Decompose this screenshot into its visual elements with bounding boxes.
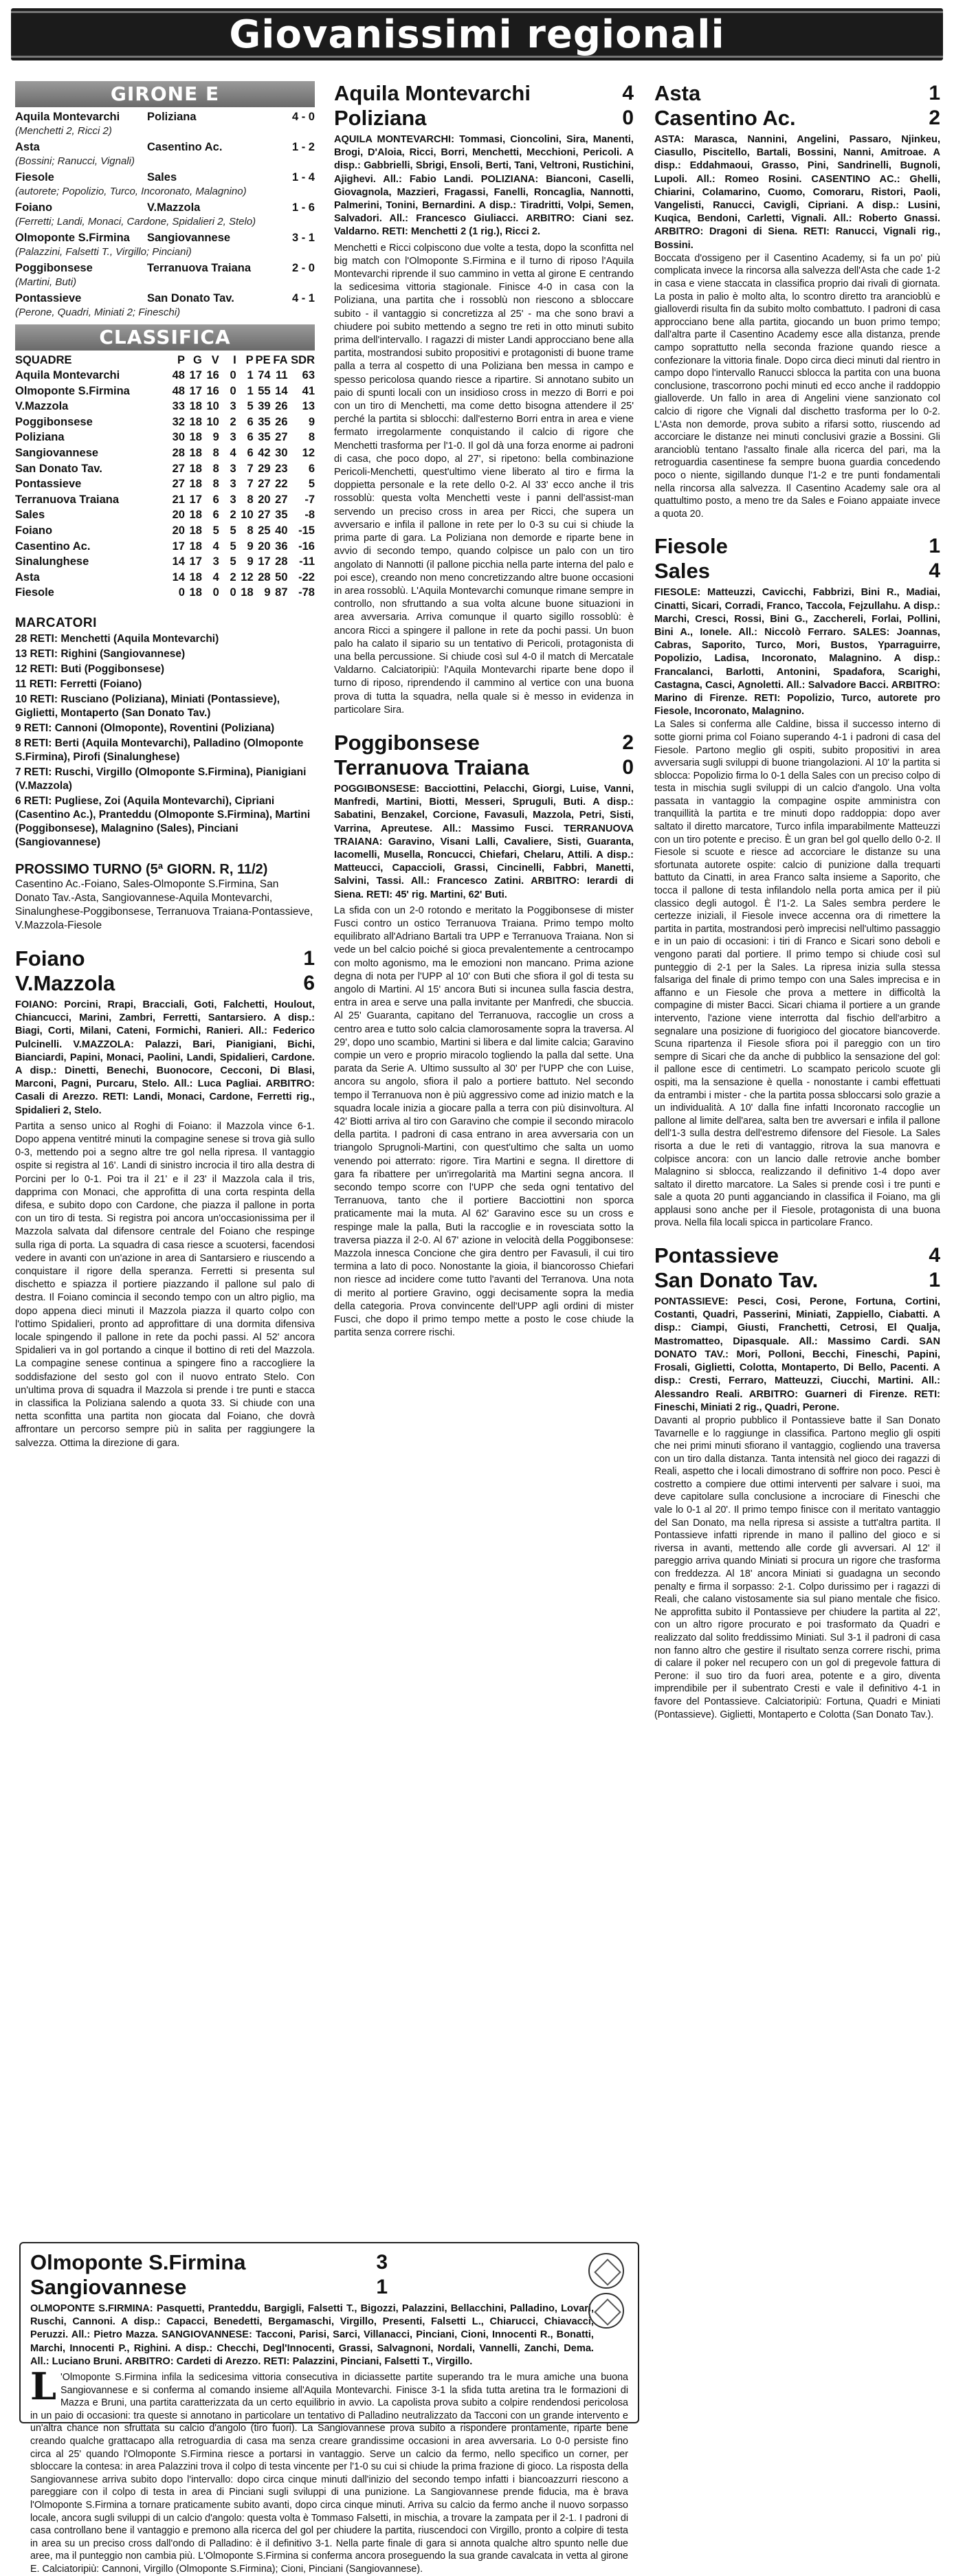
stat-cell: 18 <box>189 415 202 428</box>
home-goals: 2 <box>622 731 634 754</box>
result-row <box>15 170 315 185</box>
stat-cell: 14 <box>275 384 288 397</box>
scorers-title: MARCATORI <box>15 615 97 630</box>
list-item: 11 RETI: Ferretti (Foiano) <box>15 678 142 690</box>
stat-cell: 8 <box>212 446 219 459</box>
stat-cell: 10 <box>206 400 219 413</box>
stat-cell: 6 <box>212 509 219 522</box>
stat-cell: 6 <box>247 415 254 428</box>
stat-cell: 21 <box>172 493 185 506</box>
match-lineups: FIESOLE: Matteuzzi, Cavicchi, Fabbrizi, Bini R., Madiai, Cinatti, Sicari, Corradi, Franco, Taccola, Fejzullahu. A disp.: Marchi, Cresci, Rossi, Bini G., Zacchereli, Forlai, Pollini, Bini A., Ionele. All.: Niccolò Ferraro. SALES: Joannas, Cabras, Saporito, Turco, Mori, Bustos, Yparraguirre, Popolizio, Ladisa, Incoronato, Malagnino. A disp.: Francalanci, Barlotti, Antonini, Spadafora, Scarighi, Castagna, Casci, Agnoletti. All.: Salvadore Bacci. ARBITRO: Marino di Firenze. RETI: Popolizio, Turco, autorete pro Fiesole, Incoronato, Malagnino. <box>654 587 940 718</box>
stat-cell: 8 <box>247 493 254 506</box>
results-list <box>15 110 315 319</box>
home-team: Asta <box>654 81 701 105</box>
match-pontassieve <box>654 1243 940 1721</box>
standings-col-header: SDR <box>291 354 315 366</box>
stat-cell: 0 <box>230 586 236 599</box>
stat-cell: 17 <box>189 493 202 506</box>
stat-cell: 12 <box>302 446 315 459</box>
stat-cell: 18 <box>189 524 202 537</box>
standings-header <box>15 353 315 368</box>
stat-cell: -78 <box>298 586 315 599</box>
stat-cell: 28 <box>258 570 271 584</box>
stat-cell: 7 <box>247 478 254 491</box>
home-team: Fiesole <box>654 534 728 559</box>
away-goals: 0 <box>622 755 634 779</box>
away-team: Poliziana <box>334 106 427 130</box>
result-scorers: (Palazzini, Falsetti T., Virgillo; Pinciani) <box>15 246 192 258</box>
stat-cell: 5 <box>212 524 219 537</box>
standings-col-header: G <box>193 354 202 366</box>
match-report <box>30 2364 628 2576</box>
stat-cell: 74 <box>258 369 271 381</box>
result-row <box>15 231 315 245</box>
stat-cell: 17 <box>258 555 271 568</box>
standings-col-header: FA <box>273 354 288 366</box>
home-team: Poggibonsese <box>334 730 480 755</box>
stat-cell: 27 <box>172 478 185 491</box>
stat-cell: 42 <box>258 446 271 459</box>
away-goals: 1 <box>376 2276 388 2298</box>
match-lineups: PONTASSIEVE: Pesci, Cosi, Perone, Fortuna, Cortini, Costanti, Quadri, Passerini, Miniati, Zappiello, Ciabatti. A disp.: Ciampi, Giusti, Franchetti, Cetrosi, El Qualja, Mastromatteo, Dipasquale. All.: Massimo Cardi. SAN DONATO TAV.: Mori, Polloni, Becchi, Fineschi, Papini, Frosali, Giglietti, Colotta, Montaperto, Di Bello, Pacenti. A disp.: Cresti, Ferraro, Matteuzzi, Ciucchi, Martini. All.: Alessandro Reali. ARBITRO: Guarneri di Firenze. RETI: Fineschi, Miniati 2 rig., Quadri, Perone. <box>654 1296 940 1413</box>
stat-cell: 13 <box>302 400 315 413</box>
table-row <box>15 368 315 384</box>
team-name: Asta <box>15 570 40 584</box>
stat-cell: 27 <box>275 493 288 506</box>
away-goals: 0 <box>622 107 634 129</box>
stat-cell: 25 <box>258 524 271 537</box>
stat-cell: 20 <box>258 493 271 506</box>
result-away: San Donato Tav. <box>147 292 234 304</box>
stat-cell: 6 <box>247 446 254 459</box>
match-foiano <box>15 946 315 1450</box>
stat-cell: 6 <box>247 431 254 444</box>
team-name: V.Mazzola <box>15 400 69 413</box>
standings-col-header: P <box>177 354 185 366</box>
result-home: Foiano <box>15 201 53 214</box>
list-item: 28 RETI: Menchetti (Aquila Montevarchi) <box>15 632 219 645</box>
result-row <box>15 291 315 306</box>
table-row <box>15 430 315 445</box>
stat-cell: 50 <box>275 570 288 584</box>
result-row <box>15 261 315 276</box>
match-fiesole <box>654 534 940 1230</box>
stat-cell: -8 <box>304 509 315 522</box>
list-item: 9 RETI: Cannoni (Olmoponte), Roventini (Poliziana) <box>15 722 275 734</box>
standings-col-header: P <box>245 354 254 366</box>
table-row <box>15 570 315 586</box>
stat-cell: 4 <box>230 446 236 459</box>
home-team: Aquila Montevarchi <box>334 81 531 105</box>
girone-title: GIRONE E <box>15 81 315 107</box>
stat-cell: 39 <box>258 400 271 413</box>
stat-cell: 14 <box>172 555 185 568</box>
table-row <box>15 523 315 539</box>
team-name: Terranuova Traiana <box>15 493 120 506</box>
result-score: 4 - 1 <box>291 292 315 304</box>
stat-cell: -7 <box>304 493 315 506</box>
next-round-title: PROSSIMO TURNO (5ª GIORN. R, 11/2) <box>15 861 268 877</box>
list-item: 10 RETI: Rusciano (Poliziana), Miniati (Pontassieve), Giglietti, Montaperto (San Donato Tav.) <box>15 693 280 719</box>
home-team: Pontassieve <box>654 1243 779 1268</box>
match-report: Partita a senso unico al Roghi di Foiano: il Mazzola vince 6-1. Dopo appena ventitré minuti la compagine senese si trova già sullo 0-3, mettendo poi a segno altre tre gol nella ripresa. Il vantaggio ospite si registra al 16'. Landi di sinistro incrocia il tiro alla destra di Porcini per lo 0-1. Poi tra il 21' e il 23' il Mazzola cala il tris, dapprima con Monaci, che approfitta di una corta respinta della difesa, e subito dopo con Cardone, che piazza il pallone in porta con un tiro di testa. Si registra poi ancora un'occasionissima per il Mazzola salvata dal difensore centrale del Foiano che respinge sulla riga di porta. La squadra di casa riesce a scuotersi, facendosi vedere in avanti con un'azione in area di Santarsiero e riuscendo a conquistare il rigore della speranza. Ferretti si presenta sul dischetto e spiazza il portiere piazzando il pallone sul palo di destra. Il Foiano comincia il secondo tempo con un altro piglio, ma dopo appena dieci minuti il Mazzola piazza il quarto colpo con l'ottimo Spidalieri, pronto ad approfittare di una dormita difensiva locale spingendo il pallone in rete da pochi passi. Al 52' ancora Spidalieri va in gol portando a cinque il bottino di reti del Mazzola. La compagine senese continua a spingere fino a raccogliere la soddisfazione del sesto gol con il nuovo entrato Stelo. Con un'ultima prova di squadra il Mazzola si prende i tre punti e stacca in classifica la Poliziana salendo a quota 33. Si chiude con una netta sconfitta una partita non giocata dal Foiano, che dovrà affrontare un percorso sempre più in salita per raggiungere la salvezza. Ottima la direzione di gara. <box>15 1120 315 1449</box>
stat-cell: 18 <box>189 586 202 599</box>
result-away: Sales <box>147 171 177 184</box>
away-team: Sales <box>654 559 711 584</box>
stat-cell: 18 <box>189 462 202 475</box>
match-report: La Sales si conferma alle Caldine, bissa il successo interno di sotte giorni prima col Foiano superando 4-1 i padroni di casa del Fiesole. Partono meglio gli ospiti, subito propositivi in area avversaria sugli sviluppi di buone triangolazioni. Al 10' la partita si sblocca: Popolizio firma lo 0-1 della Sales con un preciso colpo di testa in mischia sugli sviluppi di un calcio d'angolo. Una volta passata in vantaggio la compagine ospite amministra con tranquillità la partita e tre minuti dopo raddoppia: dopo aver saltato il diretto marcatore, Turco infila imparabilmente Matteuzzi con un tiro potente e preciso. È un gran bel gol quello dello 0-2. Il Fiesole si scuote e riesce ad accorciare le distanze su una sfortunata autorete ospite: calcio di punizione dalla trequarti battuto da Cinatti, in area Franco salta insieme a Saporito, che tocca il pallone di testa infilandolo nella porta amica per il più classico degli autogol. È l'1-2. La Sales sembra perdere le certezze iniziali, il Fiesole invece accenna ora di rimettere la partita in partita, mostrandosi però imprecisi nell'ultimo passaggio e in un paio di occasioni: i tiri di Franco e Sicari sono deboli e vengono parati dal portiere. Il primo tempo si chiude così sul punteggio di 2-1 per la Sales. La ripresa inizia sulla stessa falsariga del finale di primo tempo con una Sales imprecisa e in affanno e un Fiesole che prova a mettere in difficoltà la compagine di mister Bacci. Sicari chiama il portiere a un grande intervento, l'azione viene interrotta dal fischio dell'arbitro a segnalare una posizione di fuorigioco del giocatore biancoverde. Scuna ripartenza il Fiesole sfiora poi il pareggio con un tiro sempre di Sicari che da anche di pubblico la sensazione del gol: il pallone esce di centimetri. Lo scampato pericolo scuote gli ospiti, ma la sensazione è quella - nonostante i cambi effettuati da entrambi i mister - che la partita possa sbloccarsi solo grazie a un individualità. A 10' dalla fine infatti Incoronato raccoglie un pallone al limite dell'area, salta ben tre avversari e infila il pallone dell'1-3 sulla destra dell'estremo difensore del Fiesole. La Sales risorta a due le reti di vantaggio, ritrova la sua manovra e colpisce ancora: con un lancio dalle retrovie anche bomber Malagnino si sblocca, realizzando il definitivo 1-4 dopo aver saltato il diretto marcatore. La Sales si prende così i tre punti e sale a quota 20 punti agganciando in classifica il Foiano, ma gli applausi sono anche per il Fiesole, protagonista di una buona prova. Nella fila locali spicca in particolare Franco. <box>654 719 940 1229</box>
result-home: Fiesole <box>15 171 54 184</box>
club-crest-icon <box>588 2293 624 2329</box>
match-report: Menchetti e Ricci colpiscono due volte a testa, dopo la sconfitta nel big match con l'Olmoponte S.Firmina e il turno di riposo l'Aquila Montevarchi riprende il suo cammino in vetta al girone E centrando la sedicesima vittoria stagionale. Finisce 4-0 in casa con la Poliziana, una partita che i rossoblù non riescono a sbloccare subito - il vantaggio si concretizza al 25' - ma che sono bravi a chiudere poi subito mettendo a segno tre reti in otto minuti subito prima dell'intervallo. I ragazzi di mister Landi approcciano bene alla partita, mostrandosi subito propositivi e protagonisti di buone trame palla a terra al cospetto di una Poliziana ben messa in campo e spesso pericolosa quando riesce a ripartire. Si annotano subito un paio di spunti locali con un insidioso cross in mezzo di Borri e poi con un tiro di Menchetti, ma come detto bisogna attendere il 25' perché la partita si sblocchi: dall'esterno Borri entra in area e viene fermato irregolarmente conquistando il calcio di rigore che Menchetti trasforma per l'1-0. Il gol dà una forza enorme ai padroni di casa, che poco dopo, al 27', si ripetono: bella combinazione Pericoli-Menchetti, quest'ultimo viene liberato al tiro e firma la doppietta personale e la rete dello 0-2. Al 33' ecco anche il tris rossoblù: questa volta Menchetti veste i panni dell'assist-man servendo un preciso cross in area per Ricci, che supera un avversario e infila il pallone in rete per lo 0-3 su cui si chiude la prima parte di gara. La Poliziana non demorde e riparte bene in avvio di secondo tempo, quando colpisce un palo con un tiro angolato di Nannotti (il pallone picchia nella parte interna del palo e poi esce), creando non meno concretizzando altre buone occasioni in area rossoblù. L'Aquila Montevarchi comunque rimane sempre in controllo, non sfruttando a sua volta alcune buone situazioni in area avversaria. Arriva comunque il quarto sigillo rossoblù: è ancora Ricci a spingere il pallone in rete da pochi passi. Un buon palo ha calato il sipario su un tentativo di Pericoli, protagonista di una bella percussione. Si chiude così sul 4-0 il match di Mercatale Valdarno. Calciatoripiù: l'Aquila Montevarchi riparte bene dopo il turno di riposo, riprendendo il cammino al vertice con una buona prova di tutta la squadra, nella quale si è messo in evidenza in particolare Sira. <box>334 242 634 715</box>
stat-cell: 29 <box>258 462 271 475</box>
list-item: 13 RETI: Righini (Sangiovannese) <box>15 647 186 660</box>
stat-cell: 23 <box>275 462 288 475</box>
stat-cell: 26 <box>275 415 288 428</box>
stat-cell: 18 <box>189 570 202 584</box>
result-scorers: (Martini, Buti) <box>15 276 77 288</box>
match-lineups: AQUILA MONTEVARCHI: Tommasi, Cioncolini, Sira, Manenti, Brogi, D'Aloia, Ricci, Borri, Menchetti, Mecchioni, Pericoli. A disp.: Gabbrielli, Sbrigi, Ensoli, Berti, Tani, Veltroni, Rustichini, Ajighevi. All.: Fabio Landi. POLIZIANA: Bianconi, Caselli, Giovagnola, Mazzieri, Fragassi, Fanelli, Roncaglia, Nannotti, Palmerini, Tonini, Bernardini. A disp.: Tiradritti, Volpi, Semen, Salvadori. All.: Francesco Giuliacci. ARBITRO: Ciani sez. Valdarno. RETI: Menchetti 2 (1 rig.), Ricci 2. <box>334 134 634 238</box>
away-goals: 6 <box>303 971 315 995</box>
stat-cell: 41 <box>302 384 315 397</box>
result-away: Terranuova Traiana <box>147 262 252 274</box>
stat-cell: 20 <box>172 509 185 522</box>
standings-col-header: PE <box>255 354 271 366</box>
home-team: Olmoponte S.Firmina <box>30 2250 246 2274</box>
stat-cell: 35 <box>258 431 271 444</box>
match-lineups: ASTA: Marasca, Nannini, Angelini, Passaro, Njinkeu, Ciasullo, Piscitello, Bartali, Bossini, Nanni, Amitroae. A disp.: Eddahmaoui, Grasso, Pini, Sandrinelli, Bugnoli, Lupoli. All.: Romeo Rosini. CASENTINO AC.: Ghelli, Chiarini, Colamarino, Cuomo, Comoraru, Ristori, Paoli, Vangelisti, Ranucci, Cavigli, Cipriani. A disp.: Lusini, Kuqica, Bendoni, Carletti, Vignali. All.: Roberto Gnassi. ARBITRO: Dragoni di Siena. RETI: Ranucci, Vignali rig., Bossini. <box>654 134 940 251</box>
away-team: Terranuova Traiana <box>334 755 529 779</box>
stat-cell: 63 <box>302 369 315 381</box>
stat-cell: 32 <box>172 415 185 428</box>
left-column <box>15 81 315 2239</box>
stat-cell: 27 <box>275 431 288 444</box>
table-row <box>15 554 315 570</box>
result-home: Asta <box>15 141 40 153</box>
result-away: V.Mazzola <box>147 201 201 214</box>
drop-cap: L <box>30 2364 56 2409</box>
stat-cell: 0 <box>212 586 219 599</box>
stat-cell: 27 <box>258 478 271 491</box>
match-asta <box>654 81 940 520</box>
stat-cell: 48 <box>172 384 185 397</box>
middle-column <box>334 81 634 2246</box>
stat-cell: 18 <box>189 478 202 491</box>
home-goals: 3 <box>376 2251 388 2274</box>
result-score: 1 - 2 <box>291 141 315 153</box>
stat-cell: 35 <box>258 415 271 428</box>
team-name: Fiesole <box>15 586 54 599</box>
result-home: Aquila Montevarchi <box>15 111 120 123</box>
stat-cell: 8 <box>247 524 254 537</box>
standings-col-header: SQUADRE <box>15 354 72 366</box>
result-away: Sangiovannese <box>147 232 231 244</box>
result-scorers: (autorete; Popolizio, Turco, Incoronato, Malagnino) <box>15 186 247 197</box>
scorers-list <box>15 632 315 850</box>
list-item: 8 RETI: Berti (Aquila Montevarchi), Palladino (Olmoponte S.Firmina), Pirofi (Sinalunghese) <box>15 737 304 763</box>
stat-cell: 5 <box>308 478 315 491</box>
away-team: V.Mazzola <box>15 970 115 995</box>
stat-cell: 9 <box>247 555 254 568</box>
team-name: Poliziana <box>15 431 65 444</box>
table-row <box>15 585 315 601</box>
home-goals: 4 <box>622 82 634 104</box>
stat-cell: 3 <box>230 462 236 475</box>
list-item: 7 RETI: Ruschi, Virgillo (Olmoponte S.Firmina), Pianigiani (V.Mazzola) <box>15 766 307 792</box>
stat-cell: 17 <box>189 369 202 381</box>
table-row <box>15 507 315 523</box>
team-name: Casentino Ac. <box>15 540 91 553</box>
table-row <box>15 492 315 508</box>
result-score: 1 - 6 <box>291 201 315 214</box>
home-team: Foiano <box>15 946 85 970</box>
match-olmoponte <box>19 2242 639 2575</box>
match-report: Davanti al proprio pubblico il Pontassieve batte il San Donato Tavarnelle e lo raggiunge in classifica. Partono meglio gli ospiti che nei primi minuti sfiorano il vantaggio, cogliendo una traversa con un tiro dalla distanza. Tanta intensità nel gioco dei ragazzi di Reali, aspetto che i locali dimostrano di soffrire non poco. Pesci è costretto a compiere due ottimi interventi per salvare i suoi, ma deve capitolare sulla conclusione a incrociare di Fineschi che vale lo 0-1 al 20'. Il primo tempo finisce con il meritato vantaggio del San Donato, ma nella ripresa si assiste a tutt'altra partita. Il Pontassieve infatti riprende in mano il pallino del gioco e si riversa in avanti, mettendo alle corde gli avversari. Al 12' il pareggio arriva quando Miniati si procura un rigore che trasforma con freddezza. Al 18' ancora Miniati si guadagna un secondo penalty e firma il sorpasso: 2-1. Colpo durissimo per i ragazzi di Reali, che calano vistosamente sia sul piano mentale che fisico. Ne approfitta subito il Pontassieve per chiudere la partita al 22', con un altro rigore procurato e poi trasformato da Quadri e realizzato dal solito freddissimo Miniati. Sul 3-1 il padroni di casa non fanno altro che gestire il risultato senza correre rischi, prima di calare il poker nel recupero con un gol di pregevole fattura di Perone: il suo tiro da fuori area, potente e a giro, diventa imprendibile per il subentrato Cresti e vale il definitivo 4-1 in favore del Pontassieve. Calciatoripiù: Fortuna, Quadri e Miniati (Pontassieve). Giglietti, Montaperto e Colotta (San Donato Tav.). <box>654 1414 940 1720</box>
team-name: Sales <box>15 509 45 522</box>
match-report: Boccata d'ossigeno per il Casentino Academy, si fa un po' più complicata invece la rincorsa alla salvezza dell'Asta che cade 1-2 in casa e viene staccata in classifica proprio dai rivali di giornata. La posta in palio è molto alta, lo scontro diretto tra arancioblù e gialloverdi risulta fin da subito molto combattuto. I padroni di casa approcciano bene alla partita, giocando un buon primo tempo; dall'altra parte il Casentino Academy esce alla distanza, prende campo soprattutto nella seconda frazione quando riesce a confezionare la vittoria finale. Dopo circa dieci minuti dal rientro in campo dopo l'intervallo Ranucci sblocca la partita con una buona conclusione, trascorrono pochi minuti ed ecco anche il raddoppio gialloverde. Un fallo in area di Angelini viene sanzionato col calcio di rigore che Vignali dal dischetto trasforma per lo 0-2. L'Asta non demorde, prova subito a rifarsi sotto, riuscendo ad accorciare le distanze nei minuti conclusivi grazie a Bossini. Gli arancioblù tentano l'assalto finale alla ricerca del pari, ma la retroguardia casentinese fa sempre buona guardia concedendo poco o niente, sigillando dunque l'1-2 e tre punti fondamentali nella rincorsa alla salvezza. Il Casentino Academy sale ora al quattultimo posto, a meno tre da Sales e Foiano appaiate invece a quota 20. <box>654 252 940 520</box>
right-column <box>654 81 940 2418</box>
match-poggibonsese <box>334 731 634 1340</box>
club-crest-icon <box>588 2253 624 2289</box>
stat-cell: 7 <box>247 462 254 475</box>
list-item: 12 RETI: Buti (Poggibonsese) <box>15 663 165 675</box>
home-goals: 1 <box>303 946 315 970</box>
stat-cell: 9 <box>247 540 254 553</box>
match-lineups: FOIANO: Porcini, Rrapi, Bracciali, Goti, Falchetti, Houlout, Chiancucci, Marini, Zambri, Ferretti, Santarsiero. A disp.: Biagi, Corti, Milani, Cateni, Formichi, Ranieri. All.: Federico Pulcinelli. V.MAZZOLA: Palazzi, Bari, Pianigiani, Bichi, Bianciardi, Papini, Monaci, Paolini, Landi, Spidalieri, Cardone. A disp.: Dinetti, Benechi, Buonocore, Cecconi, Di Blasi, Marconi, Pagni, Purcaru, Stelo. All.: Luca Pagliai. ARBITRO: Casali di Arezzo. RETI: Landi, Monaci, Cardone, Ferretti rig., Spidalieri 2, Stelo. <box>15 999 315 1116</box>
stat-cell: 5 <box>230 555 236 568</box>
result-score: 2 - 0 <box>291 262 315 274</box>
stat-cell: 27 <box>258 509 271 522</box>
stat-cell: 0 <box>178 586 185 599</box>
result-scorers: (Perone, Quadri, Miniati 2; Fineschi) <box>15 307 181 318</box>
stat-cell: 2 <box>230 509 236 522</box>
table-row <box>15 539 315 555</box>
stat-cell: 18 <box>189 431 202 444</box>
stat-cell: 5 <box>247 400 254 413</box>
team-name: San Donato Tav. <box>15 462 102 475</box>
stat-cell: 87 <box>275 586 288 599</box>
stat-cell: 10 <box>241 509 254 522</box>
team-name: Olmoponte S.Firmina <box>15 384 130 397</box>
next-round-text: Casentino Ac.-Foiano, Sales-Olmoponte S.Firmina, San Donato Tav.-Asta, Sangiovannese-Aquila Montevarchi, Sinalunghese-Poggibonsese, Terranuova Traiana-Pontassieve, V.Mazzola-Fiesole <box>15 878 313 931</box>
result-row <box>15 201 315 215</box>
stat-cell: 5 <box>230 524 236 537</box>
result-scorers: (Bossini; Ranucci, Vignali) <box>15 155 135 167</box>
stat-cell: 6 <box>212 493 219 506</box>
classifica-title: CLASSIFICA <box>15 324 315 351</box>
stat-cell: 8 <box>212 478 219 491</box>
match-report-text: 'Olmoponte S.Firmina infila la sedicesima vittoria consecutiva in diciassette partite superando tra le mura amiche una buona Sangiovannese e si conferma al comando insieme all'Aquila Montevarchi. Finisce 3-1 la sfida tutta aretina tra le formazioni di Mazza e Bruni, una partita caratterizzata da un certo equilibrio in avvio. La capolista prova subito a colpire rendendosi pericolosa in un paio di occasioni: tra queste si annotano in particolare un tentativo di Palladino neutralizzato da Tacconi con un grande intervento e un'altra chance non sfruttata su calcio d'angolo (tiro fuori). La Sangiovannese prova subito a rispondere prontamente, riparte bene creando qualche grattacapo alla retroguardia di casa ma senza creare grandissime occasioni in area avversaria. Lo 0-0 persiste fino circa al 25' quando l'Olmoponte S.Firmina riesce a portarsi in vantaggio. Serve un calcio da fermo, nello specifico un corner, per sbloccare la contesa: in area Palazzini trova il colpo di testa vincente per l'1-0 su cui si chiude la prima frazione di gioco. La risposta della Sangiovannese arriva subito dopo l'intervallo: dopo circa cinque minuti dall'inizio del secondo tempo infatti i biancoazzurri riescono a pareggiare con il colpo di testa in area di Pinciani sugli sviluppi di una punizione. La Sangiovannese prende fiducia, ma è brava l'Olmoponte S.Firmina a tornare praticamente subito avanti, dopo circa cinque minuti. Arriva su calcio da fermo anche il nuovo sorpasso locale, ancora sugli sviluppi di un calcio d'angolo: questa volta è Tommaso Falsetti, in mischia, a trovare la zampata per il 2-1. I padroni di casa controllano bene il vantaggio e premono alla ricerca del gol per chiudere la partita, riuscendoci con Virgillo, pronto a colpire di testa in area su un preciso cross dall'ondo di Palladino: è il definitivo 3-1. Nella parte finale di gara si annota qualche altro spunto nelle due aree, ma il punteggio non cambia più. L'Olmoponte S.Firmina si conferma ancora proseguendo la sua grande cavalcata in vetta al girone E. Calciatoripiù: Cannoni, Virgillo (Olmoponte S.Firmina); Cioni, Pinciani (Sangiovannese). <box>30 2372 628 2575</box>
result-score: 4 - 0 <box>291 111 315 123</box>
table-row <box>15 476 315 492</box>
stat-cell: 17 <box>172 540 185 553</box>
stat-cell: 9 <box>308 415 315 428</box>
stat-cell: 22 <box>275 478 288 491</box>
stat-cell: 18 <box>189 540 202 553</box>
stat-cell: 30 <box>275 446 288 459</box>
result-row <box>15 140 315 155</box>
stat-cell: 8 <box>308 431 315 444</box>
away-team: San Donato Tav. <box>654 1268 819 1293</box>
team-name: Aquila Montevarchi <box>15 369 120 381</box>
stat-cell: 9 <box>264 586 271 599</box>
stat-cell: 10 <box>206 415 219 428</box>
result-scorers: (Ferretti; Landi, Monaci, Cardone, Spidalieri 2, Stelo) <box>15 216 256 227</box>
away-goals: 2 <box>929 107 940 129</box>
stat-cell: 3 <box>230 431 236 444</box>
stat-cell: 48 <box>172 369 185 381</box>
page-title: Giovanissimi regionali <box>229 12 725 57</box>
stat-cell: 16 <box>206 384 219 397</box>
result-score: 3 - 1 <box>291 232 315 244</box>
result-away: Poliziana <box>147 111 197 123</box>
stat-cell: 35 <box>275 509 288 522</box>
table-row <box>15 414 315 430</box>
result-score: 1 - 4 <box>291 171 315 184</box>
stat-cell: -16 <box>298 540 315 553</box>
stat-cell: 11 <box>276 369 288 381</box>
table-row <box>15 445 315 461</box>
stat-cell: 1 <box>247 384 254 397</box>
stat-cell: 3 <box>230 478 236 491</box>
result-home: Pontassieve <box>15 292 82 304</box>
stat-cell: -22 <box>298 570 315 584</box>
table-row <box>15 399 315 414</box>
team-name: Sangiovannese <box>15 446 99 459</box>
table-row <box>15 461 315 477</box>
away-goals: 4 <box>929 559 940 583</box>
stat-cell: 40 <box>275 524 288 537</box>
stat-cell: 8 <box>212 462 219 475</box>
list-item: 6 RETI: Pugliese, Zoi (Aquila Montevarchi), Cipriani (Casentino Ac.), Pranteddu (Olmoponte S.Firmina), Martini (Poggibonsese), Malagnino (Sales), Pinciani (Sangiovannese) <box>15 795 311 848</box>
stat-cell: 4 <box>212 540 219 553</box>
stat-cell: 5 <box>230 540 236 553</box>
away-goals: 1 <box>929 1269 940 1292</box>
stat-cell: 20 <box>172 524 185 537</box>
stat-cell: 30 <box>172 431 185 444</box>
stat-cell: 17 <box>189 555 202 568</box>
stat-cell: 18 <box>189 400 202 413</box>
team-logos <box>586 2253 627 2333</box>
stat-cell: 2 <box>230 570 236 584</box>
stat-cell: 36 <box>275 540 288 553</box>
result-home: Olmoponte S.Firmina <box>15 232 130 244</box>
stat-cell: 2 <box>230 415 236 428</box>
team-name: Sinalunghese <box>15 555 89 568</box>
match-lineups: OLMOPONTE S.FIRMINA: Pasquetti, Pranteddu, Bargigli, Falsetti T., Bigozzi, Palazzini, Bellacchini, Palladino, Lovari, Ruschi, Cannoni. A disp.: Capacci, Benedetti, Bergamaschi, Virgillo, Presenti, Falsetti L., Chiarucci, Chiavacci, Peruzzi. All.: Pietro Mazza. SANGIOVANNESE: Tacconi, Parisi, Sarci, Villanacci, Pinciani, Cioni, Innocenti R., Bonatti, Marchi, Innocenti P., Righini. A disp.: Checchi, Degl'Innocenti, Grassi, Salvagnoni, Nordali, Vannelli, Zanchi, Dema. All.: Luciano Bruni. ARBITRO: Cardeti di Arezzo. RETI: Palazzini, Pinciani, Falsetti T., Virgillo. <box>30 2303 594 2367</box>
stat-cell: 28 <box>275 555 288 568</box>
stat-cell: 3 <box>230 493 236 506</box>
team-name: Pontassieve <box>15 478 82 491</box>
stat-cell: 20 <box>258 540 271 553</box>
match-lineups: POGGIBONSESE: Bacciottini, Pelacchi, Giorgi, Luise, Vanni, Manfredi, Martini, Biotti, Messeri, Spruguli, Buti. A disp.: Sabatini, Benzakel, Corcione, Favasuli, Mazzola, Petri, Sisti, Varrina, Apreutese. All.: Massimo Fusci. TERRANUOVA TRAIANA: Garavino, Visani Lalli, Cavaliere, Sisti, Guaranta, Iacomelli, Musella, Roncucci, Chiefari, Chelaru, Attili. A disp.: Matteucci, Capaccioli, Grassi, Cincinelli, Fabbri, Manetti, Salvini, Tassi. All.: Francesco Zatini. ARBITRO: Ierardi di Siena. RETI: 45' rig. Martini, 62' Buti. <box>334 783 634 900</box>
stat-cell: 18 <box>189 446 202 459</box>
table-row <box>15 384 315 399</box>
home-goals: 1 <box>929 82 940 104</box>
stat-cell: 17 <box>189 384 202 397</box>
stat-cell: 27 <box>172 462 185 475</box>
stat-cell: 33 <box>172 400 185 413</box>
home-goals: 1 <box>929 535 940 558</box>
away-team: Sangiovannese <box>30 2275 187 2299</box>
team-name: Poggibonsese <box>15 415 93 428</box>
stat-cell: 3 <box>230 400 236 413</box>
stat-cell: 14 <box>172 570 185 584</box>
stat-cell: 1 <box>247 369 254 381</box>
stat-cell: 0 <box>230 384 236 397</box>
stat-cell: 3 <box>212 555 219 568</box>
stat-cell: 18 <box>241 586 254 599</box>
standings-col-header: I <box>233 354 236 366</box>
stat-cell: -15 <box>298 524 315 537</box>
stat-cell: 26 <box>275 400 288 413</box>
stat-cell: 4 <box>212 570 219 584</box>
stat-cell: 55 <box>258 384 271 397</box>
away-team: Casentino Ac. <box>654 106 796 130</box>
match-report: La sfida con un 2-0 rotondo e meritato la Poggibonsese di mister Fusci contro un ostico Terranuova Traiana. Primo tempo molto equilibrato all'Adriano Bartali tra UPP e Terranuova Traiana. Non si vede un bel calcio poiché si gioca prevalentemente a centrocampo con molto agonismo, ma le emozioni non mancano. Prima azione degna di nota per l'UPP al 10' con Buti che sfiora il gol di testa su angolo di Martini. Al 15' ancora Buti si incunea sulla fascia destra, entra in area e serve una palla invitante per Manfredi, che sbuccia. Al 25' Guaranta, capitano del Terranuova, raccoglie un cross a centro area e tutto solo calcia clamorosamente sopra la traversa. Al 29', dopo uno scambio, Martini si libera e dal limite calcia; Garavino compie un vero e proprio miracolo togliendo la palla dal sette. Una parata da Serie A. Ultimo sussulto al 30' per l'UPP che con Luise, ancora su angolo, sfiora il palo a portiere battuto. Nel secondo tempo il Terranuova non è più aggressivo come ad inizio match e la squadra locale inizia a giocare palla a terra con più disinvoltura. Al 42' Biotti arriva al tiro con Garavino che compie il secondo miracolo della partita. I padroni di casa entrano in area avversaria con un triangolo Sprugnoli-Martini, con quest'ultimo che salta un uomo venendo poi atterrato: rigore. Tira Martini e segna. Il direttore di gara fa ribattere per un'irregolarità ma Martini segna ancora. Il secondo tempo scorre con l'UPP che seda ogni tentativo del Terranuova, tanto che il portiere Bacciottini non sporca praticamente mai la muta. Al 62' Garavino esce su un cross e respinge male la palla, Buti la raccoglie e in rovesciata sotto la traversa piazza il 2-0. Al 67' azione in velocità della Poggibonsese: Mazzola innesca Concione che gira dentro per Favasuli, il cui tiro termina a lato di poco. Nonostante la gioia, il biancorosso Chiefari non riesce ad incidere come tutto l'avanti del Terranova. Una nota di merito al portiere Gravino, oggi decisamente sopra la media della categoria. Prova convincente dell'UPP agli ordini di mister Fusci, che dopo il primo tempo mette a posto le cose chiude la partita senza correre rischi. <box>334 904 634 1339</box>
result-row <box>15 110 315 124</box>
standings-col-header: V <box>211 354 219 366</box>
page-header <box>11 8 943 60</box>
stat-cell: 6 <box>308 462 315 475</box>
result-away: Casentino Ac. <box>147 141 223 153</box>
result-scorers: (Menchetti 2, Ricci 2) <box>15 125 112 137</box>
stat-cell: -11 <box>299 555 315 568</box>
standings-table <box>15 353 315 601</box>
team-name: Foiano <box>15 524 53 537</box>
result-home: Poggibonsese <box>15 262 93 274</box>
match-aquila <box>334 81 634 717</box>
stat-cell: 16 <box>206 369 219 381</box>
stat-cell: 9 <box>212 431 219 444</box>
home-goals: 4 <box>929 1244 940 1267</box>
stat-cell: 12 <box>241 570 254 584</box>
stat-cell: 18 <box>189 509 202 522</box>
stat-cell: 0 <box>230 369 236 381</box>
stat-cell: 28 <box>172 446 185 459</box>
